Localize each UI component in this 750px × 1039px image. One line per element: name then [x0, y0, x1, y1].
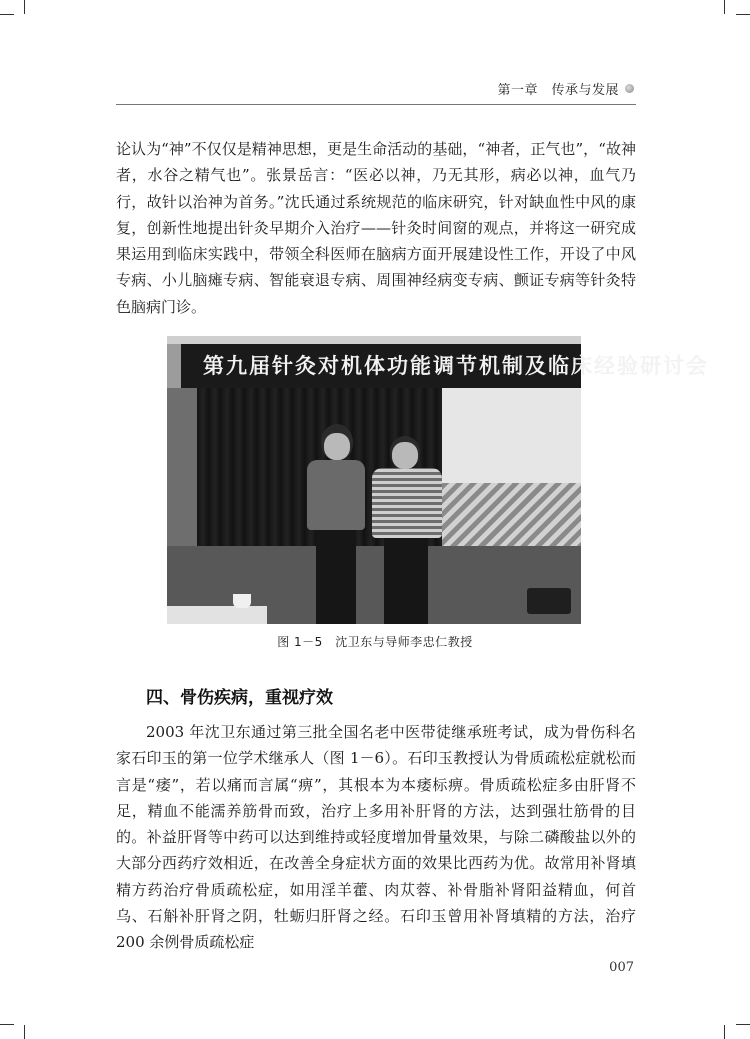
section-heading: 四、骨伤疾病，重视疗效: [146, 688, 333, 708]
crop-mark-bottom-right-v: [724, 1025, 725, 1039]
bullet-icon: [625, 84, 634, 93]
header-rule: [116, 104, 636, 105]
cup-icon: [233, 594, 251, 608]
photo-ceiling: [167, 336, 581, 344]
figure-caption: 图 1－5 沈卫东与导师李忠仁教授: [277, 635, 473, 649]
crop-mark-top-left-v: [24, 0, 25, 14]
person-right: [372, 436, 448, 624]
body-paragraph: 2003 年沈卫东通过第三批全国名老中医带徒继承班考试，成为骨伤科名家石印玉的第一位学术继承人（图 1－6）。石印玉教授认为骨质疏松症就松而言是“痿”，若以痛而言属“痹”，其根本为本痿标痹。骨质疏松症多由肝肾不足，精血不能濡养筋骨而致，治疗上多用补肝肾的方法，达到强壮筋骨的目的。补益肝肾等中药可以达到维持或轻度增加骨量效果，与除二磷酸盐以外的大部分西药疗效相近，在改善全身症状方面的效果比西药为优。故常用补肾填精方药治疗骨质疏松症，如用淫羊藿、肉苁蓉、补骨脂补肾阳益精血，何首乌、石斛补肝肾之阴，牡蛎归肝肾之经。石印玉曾用补肾填精的方法，治疗 200 余例骨质疏松症: [116, 723, 636, 952]
projection-screen: [442, 388, 581, 483]
crop-mark-bottom-right-h: [736, 1024, 750, 1025]
chapter-title: 第一章 传承与发展: [497, 83, 619, 98]
photo-table: [167, 606, 267, 624]
conference-banner: 第九届针灸对机体功能调节机制及临床经验研讨会: [181, 344, 581, 388]
running-header: [497, 79, 634, 98]
crop-mark-top-left-h: [0, 14, 14, 15]
body-paragraph: 论认为“神”不仅仅是精神思想，更是生命活动的基础，“神者，正气也”，“故神者，水谷之精气也”。张景岳言：“医必以神，乃无其形，病必以神，血气乃行，故针以治神为首务。”沈氏通过系统规范的临床研究，针对缺血性中风的康复，创新性地提出针灸早期介入治疗——针灸时间窗的观点，并将这一研究成果运用到临床实践中，带领全科医师在脑病方面开展建设性工作，开设了中风专病、小儿脑瘫专病、智能衰退专病、周围神经病变专病、颤证专病等针灸特色脑病门诊。: [116, 140, 636, 316]
projector-icon: [527, 588, 571, 614]
crop-mark-top-right-h: [736, 14, 750, 15]
crop-mark-top-right-v: [724, 0, 725, 14]
figure-photo: [167, 336, 709, 624]
page-number: 007: [609, 960, 634, 975]
crop-mark-bottom-left-v: [24, 1025, 25, 1039]
crop-mark-bottom-left-h: [0, 1024, 14, 1025]
photo-wall: [167, 388, 197, 558]
person-left: [307, 424, 367, 624]
